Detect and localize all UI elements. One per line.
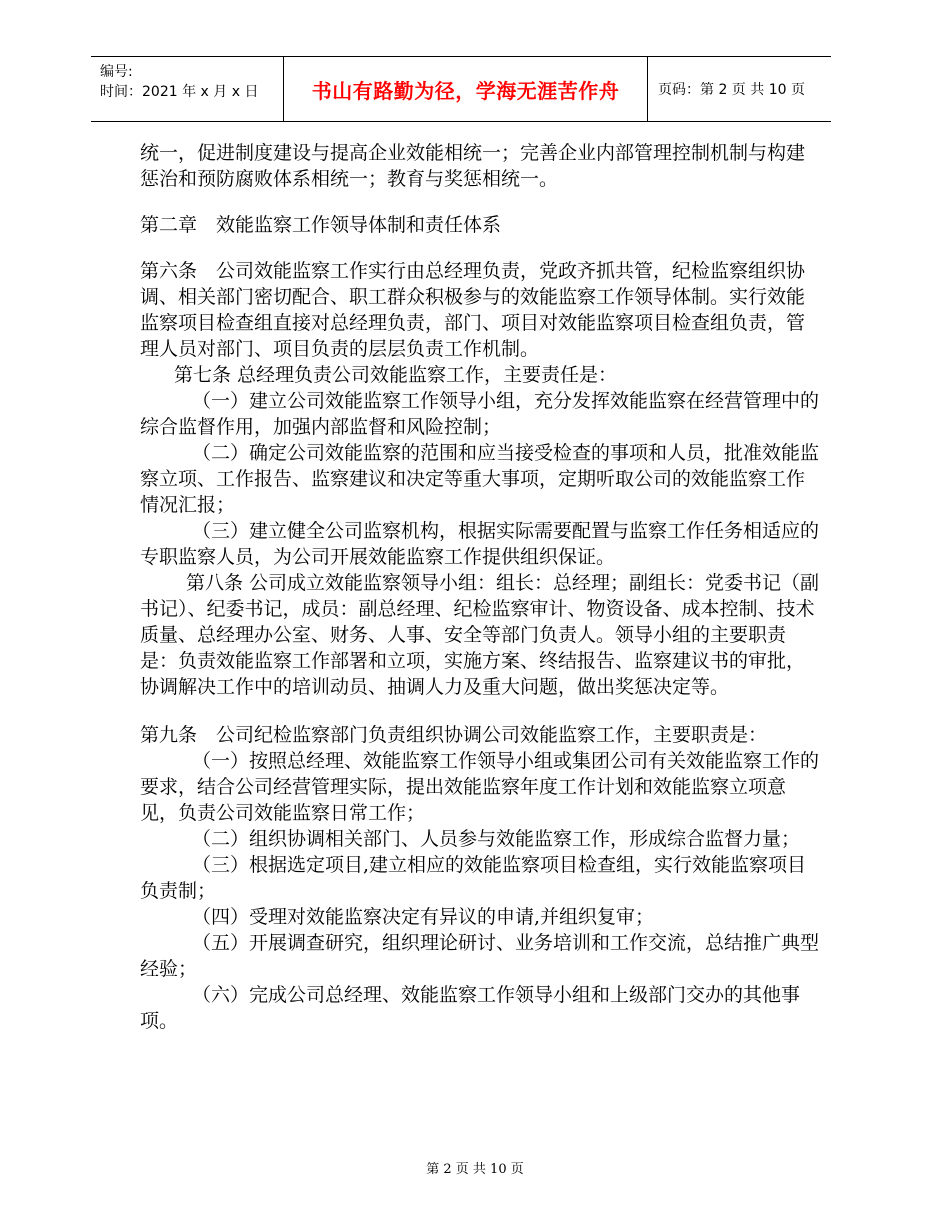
article-9-item-6: （六）完成公司总经理、效能监察工作领导小组和上级部门交办的其他事项。: [140, 984, 801, 1032]
article-9-item-5: （五）开展调查研究，组织理论研讨、业务培训和工作交流，总结推广典型经验；: [140, 932, 820, 980]
serial-label: 编号:: [100, 64, 133, 80]
article-9: 第九条 公司纪检监察部门负责组织协调公司效能监察工作，主要职责是：: [140, 724, 768, 746]
header-page-info: 页码：第 2 页 共 10 页: [658, 82, 805, 98]
paragraph-continuation: 统一，促进制度建设与提高企业效能相统一；完善企业内部管理控制机制与构建惩治和预防腐败体系相统一；教育与奖惩相统一。: [140, 142, 806, 190]
article-9-item-3: （三）根据选定项目,建立相应的效能监察项目检查组，实行效能监察项目负责制；: [140, 854, 807, 902]
article-9-item-4: （四）受理对效能监察决定有异议的申请,并组织复审；: [192, 906, 655, 928]
article-7-item-2: （二）确定公司效能监察的范围和应当接受检查的事项和人员，批准效能监察立项、工作报告、监察建议和决定等重大事项，定期听取公司的效能监察工作情况汇报；: [140, 442, 820, 516]
article-9-item-1: （一）按照总经理、效能监察工作领导小组或集团公司有关效能监察工作的要求，结合公司经营管理实际，提出效能监察年度工作计划和效能监察立项意见，负责公司效能监察日常工作；: [140, 750, 820, 824]
article-8: 第八条 公司成立效能监察领导小组：组长：总经理；副组长：党委书记（副书记）、纪委书记，成员：副总经理、纪检监察审计、物资设备、成本控制、技术质量、总经理办公室、财务、人事、安全等部门负责人。领导小组的主要职责是：负责效能监察工作部署和立项，实施方案、终结报告、监察建议书的审批，协调解决工作中的培训动员、抽调人力及重大问题，做出奖惩决定等。: [140, 572, 820, 698]
article-7-item-1: （一）建立公司效能监察工作领导小组，充分发挥效能监察在经营管理中的综合监督作用，加强内部监督和风险控制；: [140, 390, 820, 438]
header-motto: 书山有路勤为径，学海无涯苦作舟: [284, 57, 648, 121]
chapter-heading: 第二章 效能监察工作领导体制和责任体系: [140, 214, 502, 236]
article-7: 第七条 总经理负责公司效能监察工作，主要责任是：: [174, 364, 618, 386]
article-9-item-2: （二）组织协调相关部门、人员参与效能监察工作，形成综合监督力量；: [192, 828, 801, 850]
document-body: [140, 140, 820, 1034]
article-6: 第六条 公司效能监察工作实行由总经理负责，党政齐抓共管，纪检监察组织协调、相关部门密切配合、职工群众积极参与的效能监察工作领导体制。实行效能监察项目检查组直接对总经理负责，部门、项目对效能监察项目检查组负责，管理人员对部门、项目负责的层层负责工作机制。: [140, 260, 806, 360]
header-meta: [91, 57, 284, 121]
article-7-item-3: （三）建立健全公司监察机构，根据实际需要配置与监察工作任务相适应的专职监察人员，为公司开展效能监察工作提供组织保证。: [140, 520, 820, 568]
page-header: [91, 56, 831, 122]
page-footer: 第 2 页 共 10 页: [426, 1162, 524, 1177]
time-label: 时间：2021 年 x 月 x 日: [100, 84, 259, 100]
